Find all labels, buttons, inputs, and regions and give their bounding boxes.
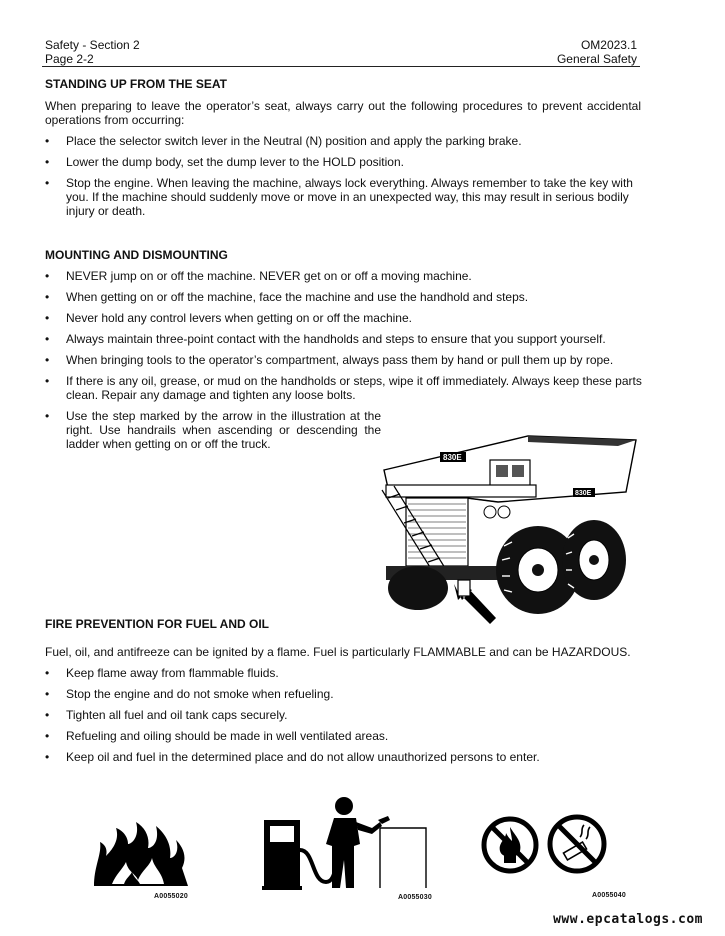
flame-figure-code: A0055020: [154, 893, 188, 900]
list-item: • Place the selector switch lever in the Neutral (N) position and apply the parking brake.: [45, 134, 645, 148]
heading-fire-prevention: FIRE PREVENTION FOR FUEL AND OIL: [45, 617, 270, 631]
no-smoking-icon: [546, 813, 608, 875]
list-item: • NEVER jump on or off the machine. NEVER get on or off a moving machine.: [45, 269, 645, 283]
doc-number: OM2023.1: [580, 38, 637, 52]
pump-figure-code: A0055030: [398, 894, 432, 901]
section-label: Safety - Section 2: [45, 38, 140, 52]
flame-icon: [92, 818, 190, 888]
nosmoke-figure-code: A0055040: [592, 892, 626, 899]
list-item: • If there is any oil, grease, or mud on the handholds or steps, wipe it off immediately. Always keep these parts clean. Repair any damage and tighten any loose bolts.: [45, 374, 644, 402]
page-header-left: [45, 38, 140, 66]
no-open-flame-icon: [480, 815, 540, 875]
standing-intro: When preparing to leave the operator’s seat, always carry out the following procedures to prevent accidental operations from occurring:: [45, 99, 641, 127]
footer-watermark: www.epcatalogs.com: [553, 912, 703, 927]
list-item: • Tighten all fuel and oil tank caps securely.: [45, 708, 645, 722]
list-item: • Keep oil and fuel in the determined place and do not allow unauthorized persons to enter.: [45, 750, 645, 764]
list-item: • Use the step marked by the arrow in the illustration at the right. Use handrails when ascending or descending the ladder when getting on or off the truck.: [45, 409, 381, 451]
dump-truck-illustration: [378, 430, 640, 630]
heading-standing-up: STANDING UP FROM THE SEAT: [45, 77, 228, 91]
page-number: Page 2-2: [45, 52, 94, 66]
standing-list: [45, 134, 645, 225]
page-header-right: [557, 38, 637, 66]
list-item: • Refueling and oiling should be made in well ventilated areas.: [45, 729, 645, 743]
heading-mounting: MOUNTING AND DISMOUNTING: [45, 248, 228, 262]
list-item: • Keep flame away from flammable fluids.: [45, 666, 645, 680]
truck-badge: 830E: [443, 453, 462, 462]
list-item: • Stop the engine. When leaving the machine, always lock everything. Always remember to take the key with you. If the machine should suddenly move or move in an unexpected way, this may result in serious bodily injury or death.: [45, 176, 644, 218]
fire-intro: Fuel, oil, and antifreeze can be ignited by a flame. Fuel is particularly FLAMMABLE and can be HAZARDOUS.: [45, 645, 631, 659]
fire-list: [45, 666, 645, 771]
list-item: • Lower the dump body, set the dump lever to the HOLD position.: [45, 155, 645, 169]
list-item: • When getting on or off the machine, face the machine and use the handhold and steps.: [45, 290, 645, 304]
list-item: • When bringing tools to the operator’s compartment, always pass them by hand or pull them up by rope.: [45, 353, 645, 367]
list-item: • Never hold any control levers when getting on or off the machine.: [45, 311, 645, 325]
list-item: • Always maintain three-point contact with the handholds and steps to ensure that you support yourself.: [45, 332, 645, 346]
list-item: • Stop the engine and do not smoke when refueling.: [45, 687, 645, 701]
truck-badge-side: 830E: [575, 490, 592, 497]
header-rule: [42, 66, 640, 67]
fuel-pump-icon: [262, 794, 430, 892]
chapter-title: General Safety: [556, 52, 637, 66]
